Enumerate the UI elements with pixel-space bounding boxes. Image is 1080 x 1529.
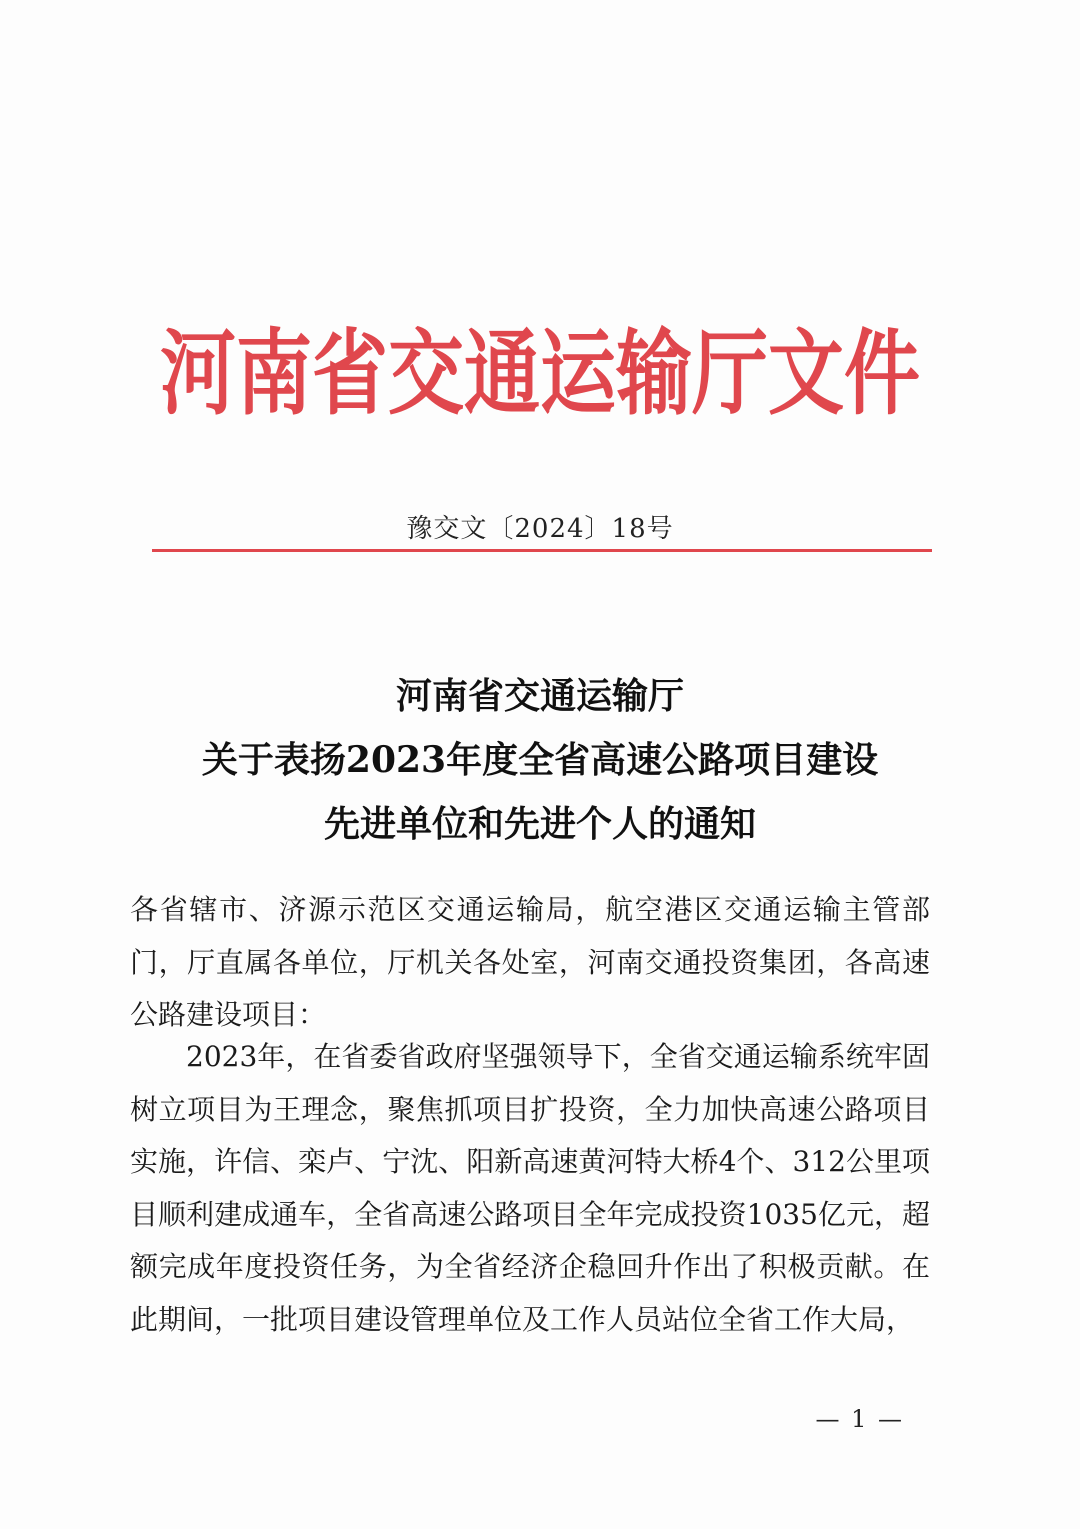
title-line-2: 关于表扬2023年度全省高速公路项目建设 (201, 739, 879, 781)
body-paragraph-1: 2023年，在省委省政府坚强领导下，全省交通运输系统牢固树立项目为王理念，聚焦抓项目扩投资，全力加快高速公路项目实施，许信、栾卢、宁沈、阳新高速黄河特大桥4个、312公里项目顺利建成通车，全省高速公路项目全年完成投资1035亿元，超额完成年度投资任务，为全省经济企稳回升作出了积极贡献。在此期间，一批项目建设管理单位及工作人员站位全省工作大局， (130, 1040, 930, 1336)
document-number: 豫交文〔2024〕18号 (406, 514, 674, 544)
title-line-3: 先进单位和先进个人的通知 (323, 803, 756, 845)
red-divider (152, 549, 932, 552)
salutation: 各省辖市、济源示范区交通运输局，航空港区交通运输主管部门，厅直属各单位，厅机关各处室，河南交通投资集团，各高速公路建设项目： (130, 893, 930, 1031)
page-number: — 1 — (815, 1405, 904, 1433)
title-line-1: 河南省交通运输厅 (395, 675, 684, 717)
masthead-title: 河南省交通运输厅文件 (160, 318, 920, 427)
